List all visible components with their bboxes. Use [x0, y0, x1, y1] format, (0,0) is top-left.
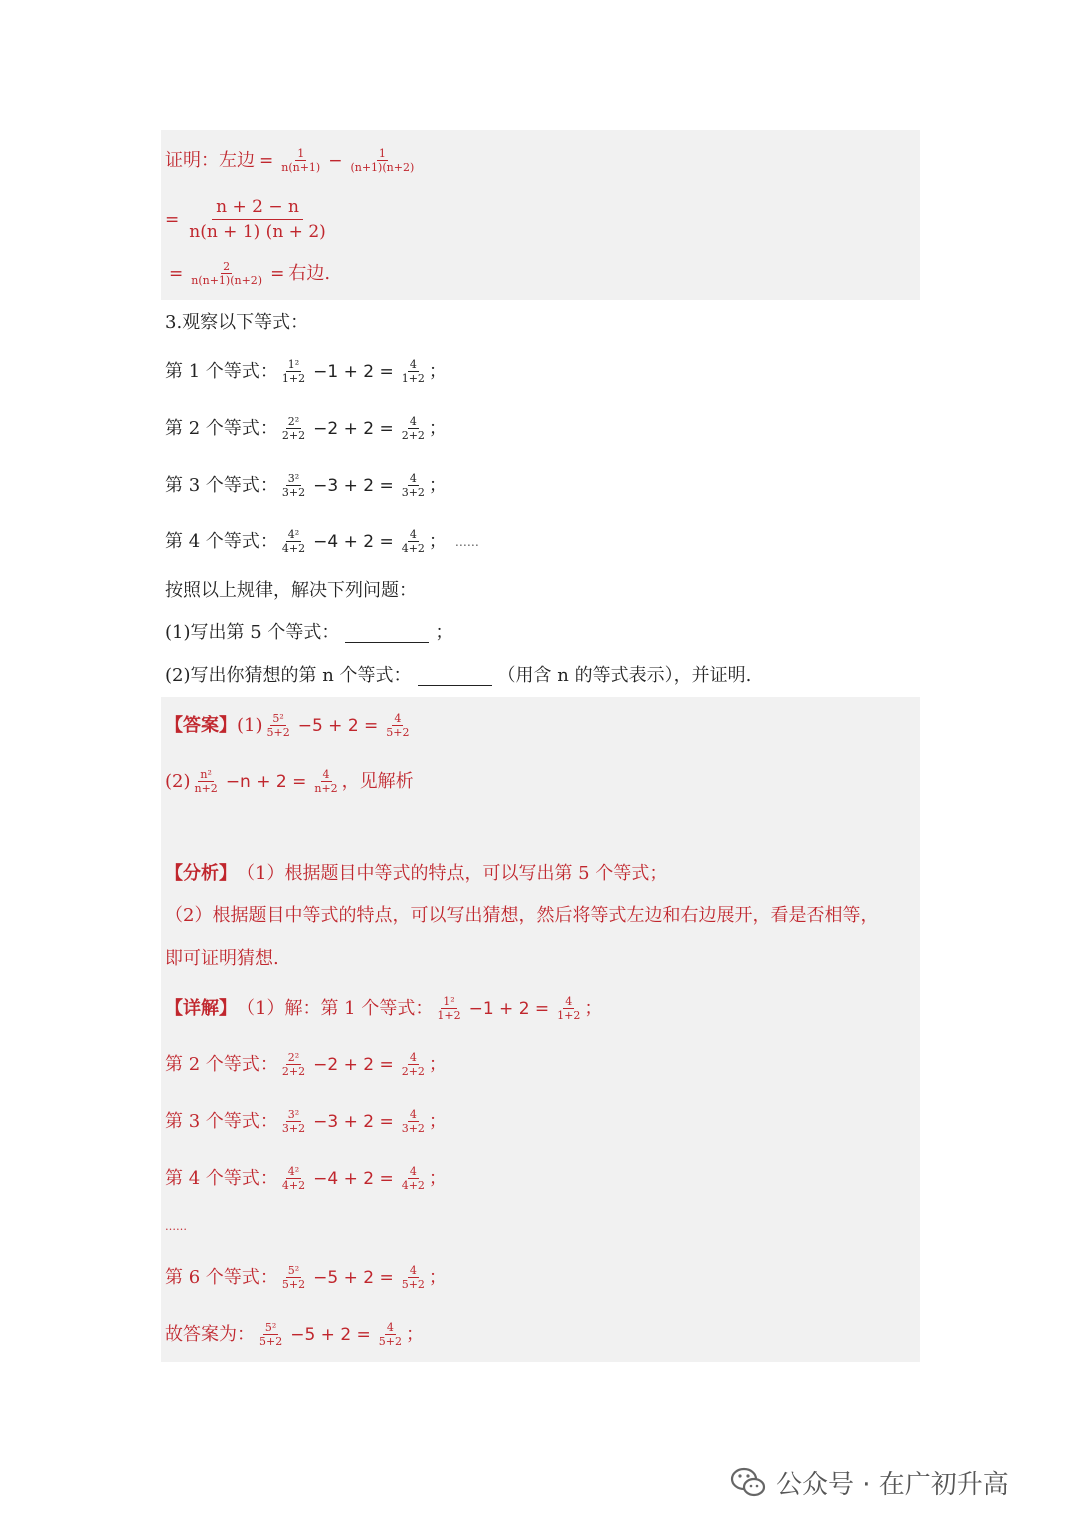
detail-line-1: 【详解】 （1）解： 第 1 个等式： $\frac{\text{1²}}{1+2}$ −1 + 2 = $\frac{4}{1+2}$ ； [165, 995, 603, 1022]
answer-line-1: 【答案】 (1) $\frac{\text{5²}}{5+2}$ −5 + 2 = $\frac{4}{5+2}$ [165, 712, 410, 739]
proof-suffix: 右边. [288, 262, 331, 284]
proof-line-2: = $\frac{n + 2 - n}{n(n + 1) (n + 2)}$ [165, 195, 332, 244]
fraction: $\frac{\text{3²}}{3+2}$ [281, 1108, 306, 1135]
problem-eq-2: 第 2 个等式： $\frac{\text{2²}}{2+2}$ −2 + 2 = $\frac{4}{2+2}$ ； [165, 415, 447, 442]
proof-line-3: = $\frac{2}{n(n+1)(n+2)}$ = 右边. [169, 260, 331, 287]
solution-box [161, 697, 920, 1362]
fraction: $\frac{\text{1²}}{1+2}$ [281, 358, 306, 385]
fraction: $\frac{\text{n²}}{n+2}$ [194, 768, 218, 795]
footer-text: 公众号 · 在广初升高 [776, 1469, 1009, 1500]
fraction: $\frac{4}{n+2}$ [314, 768, 338, 795]
answer-line-2: (2) $\frac{\text{n²}}{n+2}$ −n + 2 = $\frac{4}{n+2}$ ，见解析 [165, 768, 414, 795]
fraction: $\frac{4}{5+2}$ [378, 1321, 403, 1348]
fraction: $\frac{4}{3+2}$ [401, 1108, 425, 1135]
detail-eq-6: 第 6 个等式： $\frac{\text{5²}}{5+2}$ −5 + 2 = $\frac{4}{5+2}$ ； [165, 1264, 447, 1291]
problem-eq-1: 第 1 个等式： $\frac{\text{1²}}{1+2}$ −1 + 2 = $\frac{4}{1+2}$ ； [165, 358, 447, 385]
analysis-line-3: 即可证明猜想. [165, 948, 279, 969]
detail-eq-2: 第 2 个等式： $\frac{\text{2²}}{2+2}$ −2 + 2 = $\frac{4}{2+2}$ ； [165, 1051, 447, 1078]
fraction: $\frac{2}{n(n+1)(n+2)}$ [191, 260, 263, 287]
fraction: $\frac{\text{2²}}{2+2}$ [281, 415, 306, 442]
question-2: (2)写出你猜想的第 n 个等式： （用含 n 的等式表示），并证明. [165, 665, 752, 686]
problem-instruction: 按照以上规律，解决下列问题： [165, 580, 417, 601]
fraction: $\frac{n + 2 - n}{n(n + 1) (n + 2)}$ [189, 197, 326, 242]
analysis-line-1: 【分析】 （1）根据题目中等式的特点，可以写出第 5 个等式； [165, 863, 668, 884]
fraction: $\frac{\text{3²}}{3+2}$ [281, 472, 306, 499]
fraction: $\frac{4}{1+2}$ [401, 358, 425, 385]
ellipsis: …… [454, 534, 479, 549]
fraction: $\frac{4}{5+2}$ [401, 1264, 425, 1291]
fraction: $\frac{4}{4+2}$ [401, 1165, 425, 1192]
question-1: (1)写出第 5 个等式： ； [165, 622, 454, 643]
fraction: $\frac{4}{2+2}$ [401, 1051, 425, 1078]
fraction: $\frac{4}{5+2}$ [386, 712, 410, 739]
fraction: $\frac{\text{5²}}{5+2}$ [259, 1321, 283, 1348]
detail-ellipsis: …… [165, 1220, 187, 1233]
detail-final: 故答案为： $\frac{\text{5²}}{5+2}$ −5 + 2 = $\frac{4}{5+2}$ ； [165, 1321, 425, 1348]
analysis-label: 【分析】 [165, 863, 237, 884]
fraction: $\frac{\text{1²}}{1+2}$ [437, 995, 461, 1022]
fraction: $\frac{\text{2²}}{2+2}$ [281, 1051, 306, 1078]
analysis-line-2: （2）根据题目中等式的特点，可以写出猜想，然后将等式左边和右边展开，看是否相等， [165, 905, 879, 926]
answer-label: 【答案】 [165, 714, 237, 736]
wechat-icon [728, 1462, 768, 1502]
fraction: $\frac{1}{(n+1)(n+2)}$ [350, 147, 415, 174]
fraction: $\frac{\text{4²}}{4+2}$ [281, 1165, 306, 1192]
detail-eq-3: 第 3 个等式： $\frac{\text{3²}}{3+2}$ −3 + 2 = $\frac{4}{3+2}$ ； [165, 1108, 447, 1135]
answer-blank [418, 667, 492, 686]
detail-eq-4: 第 4 个等式： $\frac{\text{4²}}{4+2}$ −4 + 2 = $\frac{4}{4+2}$ ； [165, 1165, 447, 1192]
fraction: $\frac{4}{4+2}$ [401, 528, 425, 555]
answer-blank [345, 624, 429, 643]
fraction: $\frac{\text{5²}}{5+2}$ [266, 712, 290, 739]
problem-title: 3.观察以下等式： [165, 312, 309, 333]
detail-label: 【详解】 [165, 997, 237, 1019]
fraction: $\frac{1}{n(n+1)}$ [281, 147, 321, 174]
fraction: $\frac{\text{5²}}{5+2}$ [281, 1264, 306, 1291]
fraction: $\frac{4}{2+2}$ [401, 415, 425, 442]
problem-eq-4: 第 4 个等式： $\frac{\text{4²}}{4+2}$ −4 + 2 = $\frac{4}{4+2}$ ； …… [165, 528, 479, 555]
footer-watermark [728, 1462, 1009, 1502]
fraction: $\frac{4}{1+2}$ [557, 995, 581, 1022]
fraction: $\frac{4}{3+2}$ [401, 472, 425, 499]
fraction: $\frac{\text{4²}}{4+2}$ [281, 528, 306, 555]
problem-eq-3: 第 3 个等式： $\frac{\text{3²}}{3+2}$ −3 + 2 = $\frac{4}{3+2}$ ； [165, 472, 447, 499]
proof-line-1: 证明：左边 = $\frac{1}{n(n+1)}$ − $\frac{1}{(n+1)(n+2)}$ [165, 147, 415, 174]
proof-prefix: 证明：左边 [165, 149, 255, 171]
